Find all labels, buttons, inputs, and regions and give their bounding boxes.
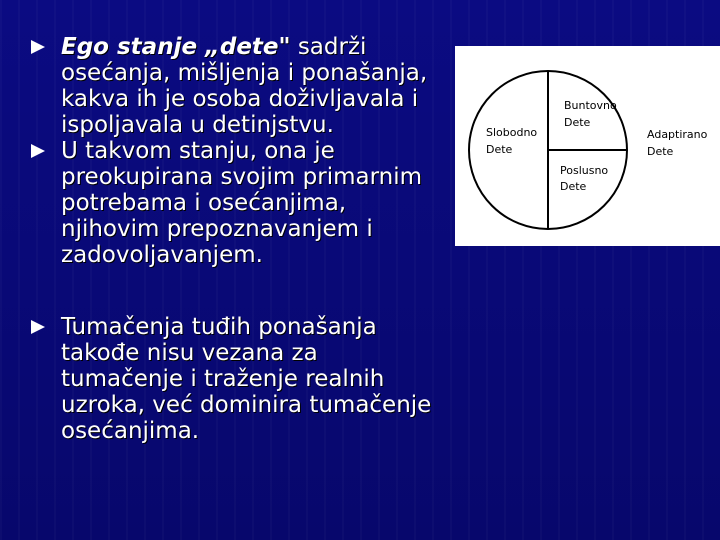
label-rebellious-child-2: Dete: [564, 116, 591, 129]
bullet-item-1: [28, 34, 438, 138]
bullet-item-2: [28, 138, 438, 268]
label-obedient-child-1: Poslusno: [560, 164, 609, 177]
bullet-text: U takvom stanju, ona je preokupirana svojim primarnim potrebama i osećanjima, njihovim prepoznavanjem i zadovoljavanjem.: [61, 138, 423, 268]
bullet-text: Tumačenja tuđih ponašanja takođe nisu vezana za tumačenje i traženje realnih uzroka, već dominira tumačenje osećanjima.: [61, 314, 432, 444]
bullet-text: sadrži osećanja, mišljenja i ponašanja, kakva ih je osoba doživljavala i ispoljavala u detinjstvu.: [61, 34, 428, 138]
bullet-list: [28, 34, 438, 444]
label-adapted-child-1: Adaptirano: [647, 128, 708, 141]
label-rebellious-child-1: Buntovno: [564, 99, 617, 112]
child-ego-state-diagram: [455, 46, 720, 246]
label-free-child-2: Dete: [486, 143, 513, 156]
label-adapted-child-2: Dete: [647, 145, 674, 158]
label-free-child-1: Slobodno: [486, 126, 538, 139]
bullet-item-3: [28, 314, 438, 444]
arrow-bullet-icon: [31, 144, 45, 158]
label-obedient-child-2: Dete: [560, 180, 587, 193]
diagram-svg: [455, 46, 720, 246]
bullet-emphasis: Ego stanje „dete": [61, 34, 291, 60]
arrow-bullet-icon: [31, 40, 45, 54]
arrow-bullet-icon: [31, 320, 45, 334]
